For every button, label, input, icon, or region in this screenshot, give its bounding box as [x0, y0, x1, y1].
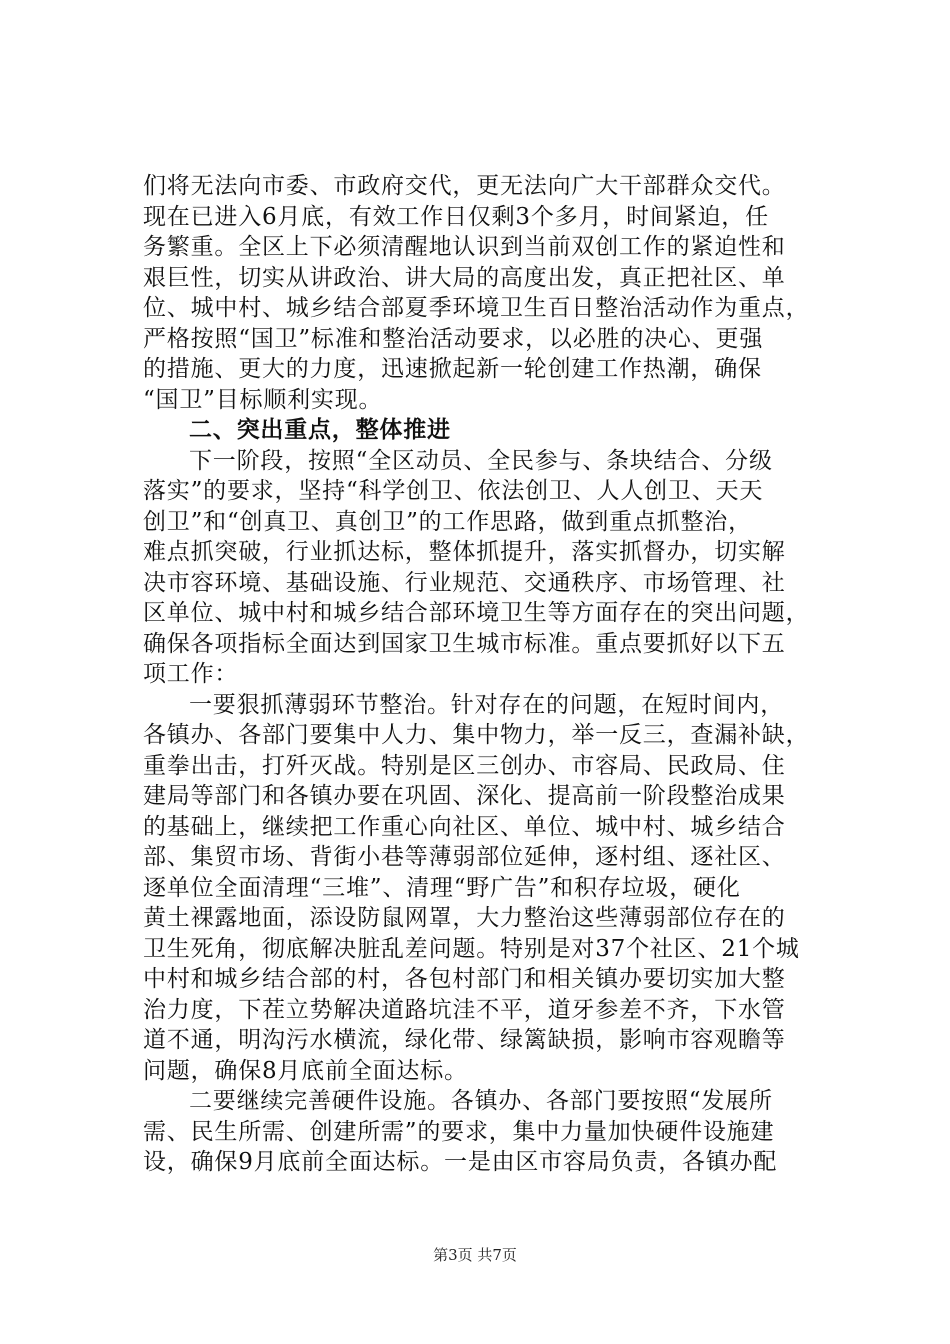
- text-line-7: 的措施、更大的力度，迅速掀起新一轮创建工作热潮，确保: [143, 356, 762, 382]
- text-line-25: 黄土裸露地面，添设防鼠网罩，大力整治这些薄弱部位存在的: [143, 905, 786, 931]
- text-line-30: 问题，确保8月底前全面达标。: [143, 1057, 468, 1084]
- text-line-2: 现在已进入6月底，有效工作日仅剩3个多月，时间紧迫，任: [143, 203, 769, 230]
- text-line-8: “国卫”目标顺利实现。: [143, 386, 383, 413]
- section-heading: 二、突出重点，整体推进: [189, 417, 451, 443]
- text-line-16: 确保各项指标全面达到国家卫生城市标准。重点要抓好以下五: [143, 630, 786, 657]
- text-line-20: 重拳出击，打歼灭战。特别是区三创办、市容局、民政局、住: [143, 752, 786, 779]
- paragraph-start-line: 一要狠抓薄弱环节整治。针对存在的问题，在短时间内，: [189, 691, 784, 718]
- text-line-19: 各镇办、各部门要集中人力、集中物力，举一反三，查漏补缺，: [143, 722, 810, 748]
- text-line-23: 部、集贸市场、背街小巷等薄弱部位延伸，逐村组、逐社区、: [143, 844, 786, 870]
- text-line-28: 治力度，下茬立势解决道路坑洼不平，道牙参差不齐，下水管: [143, 996, 786, 1023]
- text-line-29: 道不通，明沟污水横流，绿化带、绿篱缺损，影响市容观瞻等: [143, 1027, 786, 1053]
- paragraph-start-line: 二要继续完善硬件设施。各镇办、各部门要按照“发展所: [189, 1088, 773, 1114]
- document-body: [143, 171, 833, 1178]
- text-line-12: 创卫”和“创真卫、真创卫”的工作思路，做到重点抓整治，: [143, 508, 752, 535]
- text-line-21: 建局等部门和各镇办要在巩固、深化、提高前一阶段整治成果: [143, 783, 786, 809]
- text-line-5: 位、城中村、城乡结合部夏季环境卫生百日整治活动作为重点，: [143, 295, 810, 321]
- text-line-33: 设，确保9月底前全面达标。一是由区市容局负责，各镇办配: [143, 1149, 778, 1175]
- text-line-15: 区单位、城中村和城乡结合部环境卫生等方面存在的突出问题，: [143, 600, 810, 626]
- text-line-14: 决市容环境、基础设施、行业规范、交通秩序、市场管理、社: [143, 569, 786, 596]
- text-line-3: 务繁重。全区上下必须清醒地认识到当前双创工作的紧迫性和: [143, 234, 786, 260]
- text-line-26: 卫生死角，彻底解决脏乱差问题。特别是对37个社区、21个城: [143, 935, 800, 962]
- text-line-13: 难点抓突破，行业抓达标，整体抓提升，落实抓督办，切实解: [143, 539, 786, 565]
- text-line-17: 项工作：: [143, 661, 239, 687]
- text-line-6: 严格按照“国卫”标准和整治活动要求，以必胜的决心、更强: [143, 325, 764, 352]
- text-line-22: 的基础上，继续把工作重心向社区、单位、城中村、城乡结合: [143, 813, 786, 840]
- text-line-4: 艰巨性，切实从讲政治、讲大局的高度出发，真正把社区、单: [143, 264, 786, 291]
- text-line-11: 落实”的要求，坚持“科学创卫、依法创卫、人人创卫、天天: [143, 478, 764, 504]
- text-line-1: 们将无法向市委、市政府交代，更无法向广大干部群众交代。: [143, 173, 786, 199]
- text-line-32: 需、民生所需、创建所需”的要求，集中力量加快硬件设施建: [143, 1118, 775, 1145]
- text-line-24: 逐单位全面清理“三堆”、清理“野广告”和积存垃圾，硬化: [143, 874, 741, 901]
- paragraph-start-line: 下一阶段，按照“全区动员、全民参与、条块结合、分级: [189, 447, 773, 474]
- page-footer: 第3页 共7页: [433, 1246, 517, 1264]
- text-line-27: 中村和城乡结合部的村，各包村部门和相关镇办要切实加大整: [143, 966, 786, 992]
